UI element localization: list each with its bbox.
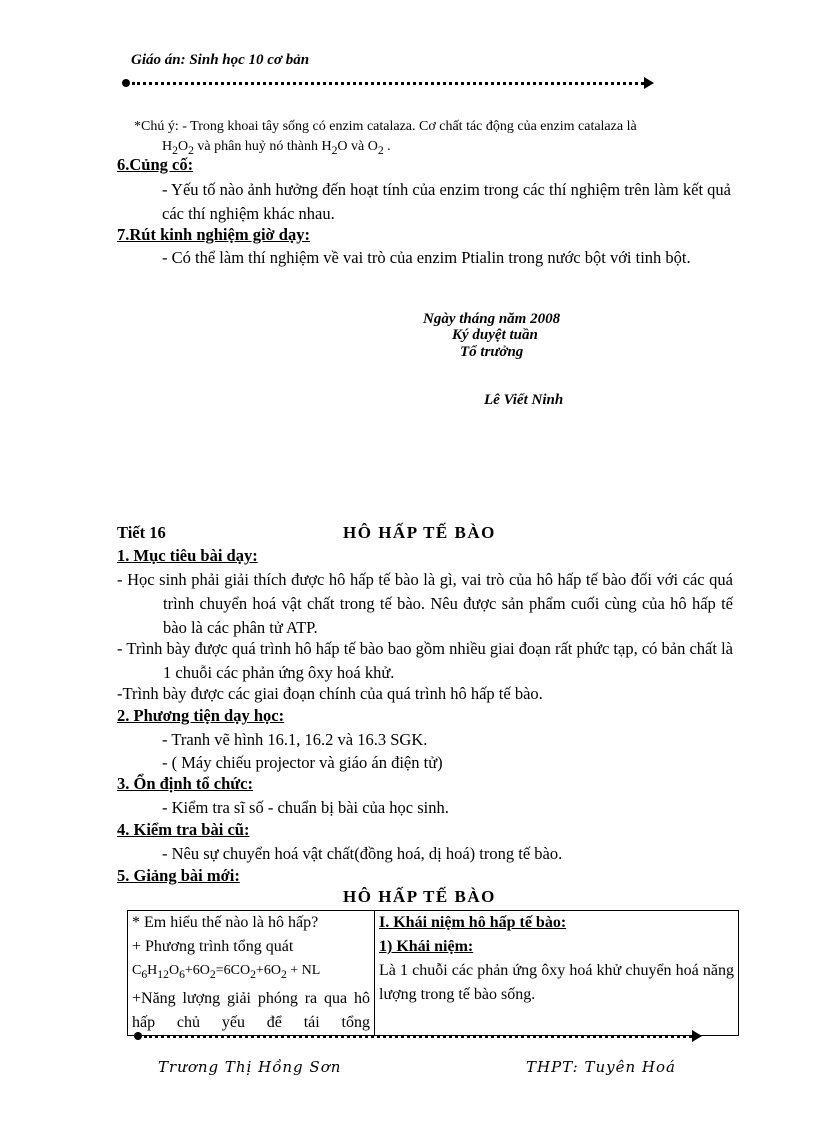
section-7-heading: 7.Rút kinh nghiệm giờ dạy: bbox=[117, 225, 310, 244]
footer-dotted-rule bbox=[144, 1035, 692, 1038]
new-lesson-heading: 5. Giảng bài mới: bbox=[117, 866, 240, 885]
lesson-table bbox=[127, 910, 739, 1036]
lesson-period: Tiết 16 bbox=[117, 523, 166, 542]
class-organization-text: - Kiểm tra sĩ số - chuẩn bị bài của học sinh. bbox=[162, 798, 449, 817]
header-rule-start bbox=[122, 79, 130, 87]
teacher-activity-cell bbox=[128, 911, 375, 1036]
header-rule-arrow bbox=[644, 77, 654, 89]
objective-3: -Trình bày được các giai đoạn chính của quá trình hô hấp tế bào. bbox=[117, 684, 543, 703]
approval-date: Ngày tháng năm 2008 bbox=[423, 311, 561, 327]
concept-heading: I. Khái niệm hô hấp tế bào: bbox=[379, 914, 567, 931]
review-heading: 4. Kiểm tra bài cũ: bbox=[117, 820, 250, 839]
footer-rule-start bbox=[134, 1032, 142, 1040]
objective-2: - Trình bày được quá trình hô hấp tế bào bao gồm nhiều giai đoạn rất phức tạp, có bản chất là 1 chuỗi các phản ứng ôxy hoá khử. bbox=[117, 639, 733, 682]
page-header-title: Giáo án: Sinh học 10 cơ bản bbox=[131, 52, 310, 68]
teaching-aids-heading: 2. Phương tiện dạy học: bbox=[117, 706, 285, 725]
teaching-aid-1: - Tranh vẽ hình 16.1, 16.2 và 16.3 SGK. bbox=[162, 730, 428, 749]
footer-rule-arrow bbox=[692, 1030, 702, 1042]
content-cell bbox=[375, 911, 739, 1036]
definition-text: Là 1 chuỗi các phản ứng ôxy hoá khử chuyển hoá năng lượng trong tế bào sống. bbox=[379, 962, 734, 1003]
section-6-heading: 6.Củng cố: bbox=[117, 155, 194, 174]
class-organization-heading: 3. Ổn định tổ chức: bbox=[117, 774, 253, 793]
objective-1: - Học sinh phải giải thích được hô hấp tế bào là gì, vai trò của hô hấp tế bào đối với các quá trình chuyển hoá vật chất trong tế bào. Nêu được sản phẩm cuối cùng của hô hấp tế bào là các phân tử ATP. bbox=[117, 570, 733, 637]
question-line: * Em hiểu thế nào là hô hấp? bbox=[132, 914, 319, 931]
lesson-title: HÔ HẤP TẾ BÀO bbox=[343, 523, 496, 542]
note-label: *Chú ý: bbox=[134, 119, 179, 134]
new-lesson-title: HÔ HẤP TẾ BÀO bbox=[343, 887, 496, 906]
approval-line-1: Ký duyệt tuần bbox=[452, 327, 538, 343]
section-6-text: - Yếu tố nào ảnh hưởng đến hoạt tính của enzim trong các thí nghiệm trên làm kết quả các thí nghiệm khác nhau. bbox=[162, 180, 731, 223]
footer-school: THPT: Tuyên Hoá bbox=[526, 1058, 676, 1076]
teaching-aid-2: - ( Máy chiếu projector và giáo án điện tử) bbox=[162, 753, 443, 772]
objectives-heading: 1. Mục tiêu bài dạy: bbox=[117, 546, 258, 565]
review-text: - Nêu sự chuyển hoá vật chất(đồng hoá, dị hoá) trong tế bào. bbox=[162, 844, 563, 863]
energy-note: +Năng lượng giải phóng ra qua hô hấp chủ yếu để tái tổng bbox=[132, 989, 370, 1031]
note-line-2: $H_2O_2$ và phân huỷ nó thành $H_2O$ và $O_2$ . bbox=[162, 139, 391, 157]
footer-author: Trương Thị Hồng Sơn bbox=[158, 1058, 342, 1076]
equation-label: + Phương trình tổng quát bbox=[132, 938, 294, 955]
respiration-equation: $C_6H_{12}O_6+6O_2=6CO_2+6O_2$ + NL bbox=[132, 963, 321, 981]
approval-line-2: Tổ trưởng bbox=[460, 344, 524, 360]
note-line-1: *Chú ý: - Trong khoai tây sống có enzim catalaza. Cơ chất tác động của enzim catalaza là bbox=[134, 119, 637, 134]
section-7-text: - Có thể làm thí nghiệm về vai trò của enzim Ptialin trong nước bột với tinh bột. bbox=[162, 248, 691, 267]
definition-heading: 1) Khái niệm: bbox=[379, 938, 474, 955]
approver-name: Lê Viết Ninh bbox=[484, 392, 564, 408]
header-dotted-rule bbox=[132, 82, 644, 85]
